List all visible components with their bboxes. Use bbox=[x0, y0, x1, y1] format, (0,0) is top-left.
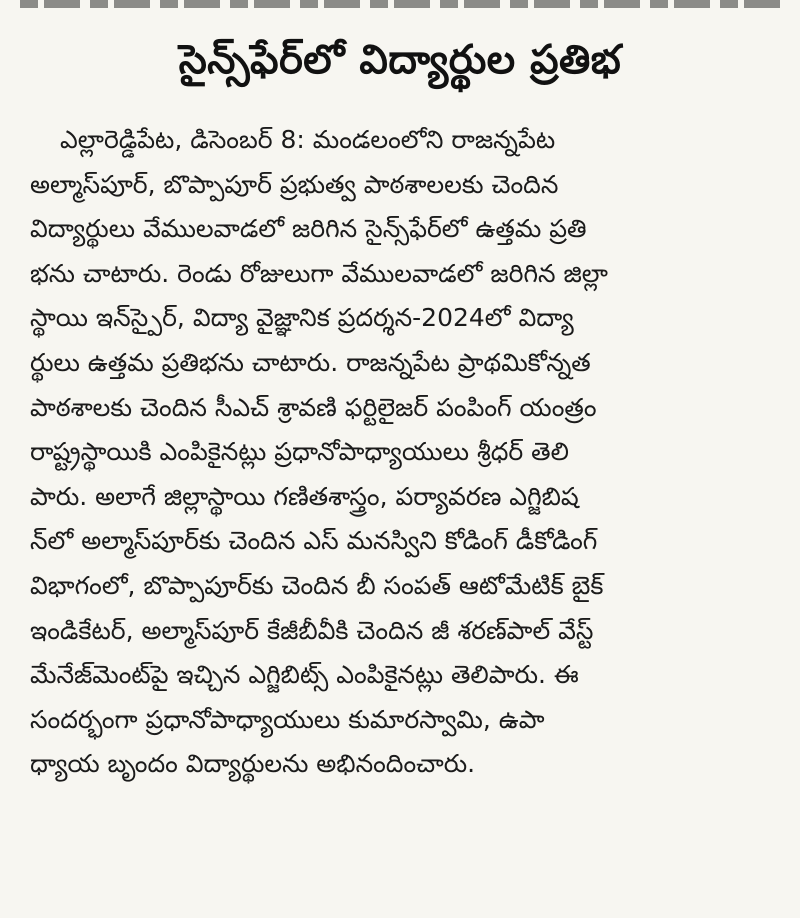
article-line: ర్థులు ఉత్తమ ప్రతిభను చాటారు. రాజన్నపేట ప్రాథమికోన్నత bbox=[30, 347, 591, 377]
article-headline: సైన్స్‌ఫేర్‌లో విద్యార్థుల ప్రతిభ bbox=[178, 37, 622, 83]
cut-off-previous-line bbox=[20, 0, 780, 8]
article-line: విభాగంలో, బొప్పాపూర్‌కు చెందిన బీ సంపత్ ఆటోమేటిక్ బైక్ bbox=[30, 570, 604, 600]
article-line: ఇండికేటర్, అల్మాస్‌పూర్ కేజీబీవీకి చెందిన జీ శరణ్‌పాల్ వేస్ట్ bbox=[30, 615, 594, 645]
article-line: స్థాయి ఇన్‌స్పైర్, విద్యా వైజ్ఞానిక ప్రదర్శన-2024లో విద్యా bbox=[30, 303, 574, 333]
article-line: మేనేజ్‌మెంట్‌పై ఇచ్చిన ఎగ్జిబిట్స్ ఎంపికైనట్లు తెలిపారు. ఈ bbox=[30, 660, 579, 690]
article-line: న్‌లో అల్మాస్‌పూర్‌కు చెందిన ఎస్ మనస్విని కోడింగ్ డీకోడింగ్ bbox=[30, 526, 598, 556]
article-line: ఎల్లారెడ్డిపేట, డిసెంబర్ 8: మండలంలోని రాజన్నపేట bbox=[60, 125, 556, 154]
article-line: భను చాటారు. రెండు రోజులుగా వేములవాడలో జరిగిన జిల్లా bbox=[30, 258, 608, 288]
article-body bbox=[30, 118, 800, 787]
article-line: రాష్ట్రస్థాయికి ఎంపికైనట్లు ప్రధానోపాధ్యాయులు శ్రీధర్ తెలి bbox=[30, 437, 569, 467]
article-line: విద్యార్థులు వేములవాడలో జరిగిన సైన్స్‌ఫేర్‌లో ఉత్తమ ప్రతి bbox=[30, 214, 587, 244]
article-line: ధ్యాయ బృందం విద్యార్థులను అభినందించారు. bbox=[30, 749, 476, 779]
article-line: పారు. అలాగే జిల్లాస్థాయి గణితశాస్త్రం, పర్యావరణ ఎగ్జిబిష bbox=[30, 481, 579, 511]
article-line: అల్మాస్‌పూర్, బొప్పాపూర్ ప్రభుత్వ పాఠశాలలకు చెందిన bbox=[30, 169, 559, 199]
article-line: సందర్భంగా ప్రధానోపాధ్యాయులు కుమారస్వామి, ఉపా bbox=[30, 704, 545, 734]
article-line: పాఠశాలకు చెందిన సీఎచ్ శ్రావణి ఫర్టిలైజర్ పంపింగ్ యంత్రం bbox=[30, 392, 597, 422]
